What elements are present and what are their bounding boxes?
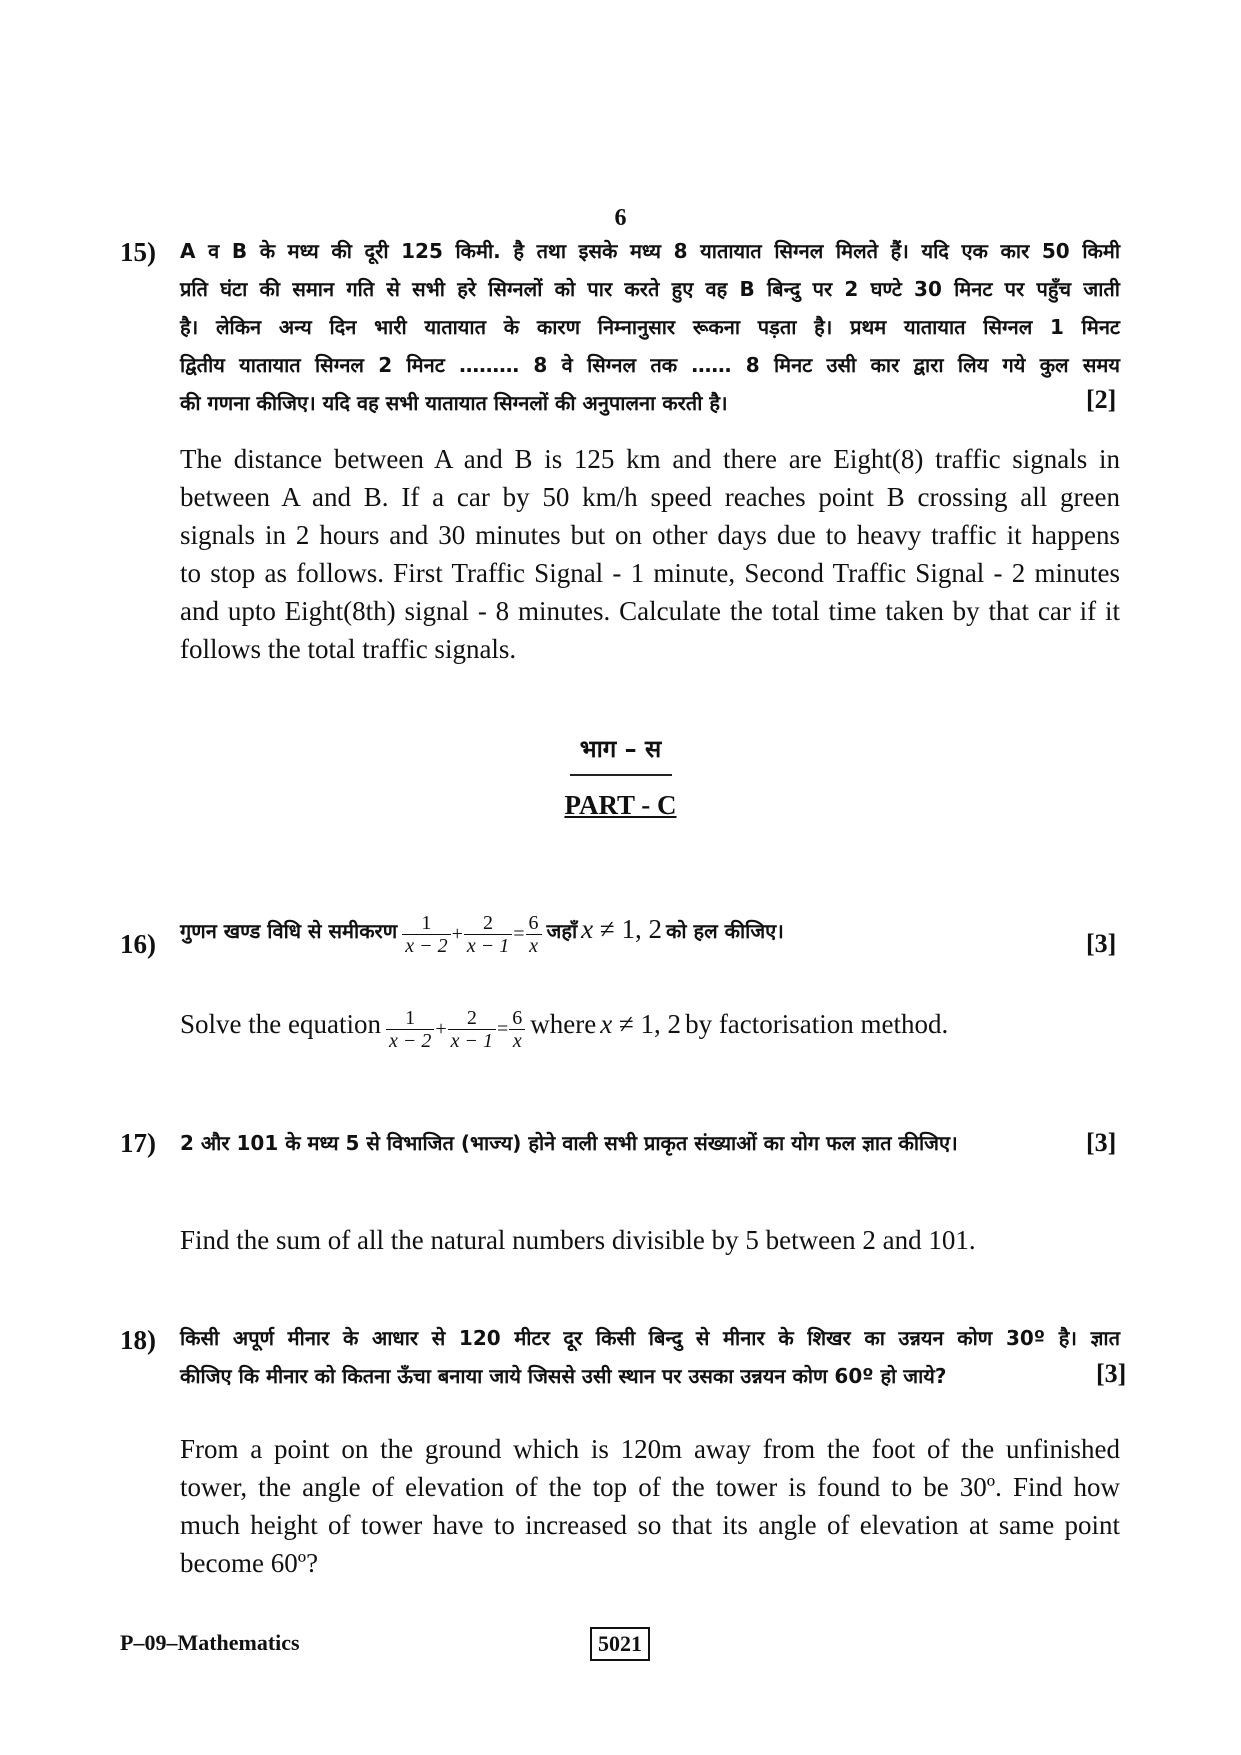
- footer-subject-code: P–09–Mathematics: [120, 1630, 300, 1655]
- fraction-3-en-numerator: 6: [512, 1006, 523, 1029]
- equals-sign: =: [513, 922, 525, 945]
- fraction-2-numerator: 2: [483, 911, 494, 934]
- condition-variable: x: [581, 914, 594, 944]
- q16-english-suffix: where: [530, 1009, 597, 1039]
- question-18-number: 18): [120, 1325, 156, 1355]
- fraction-1-denominator: x − 2: [402, 934, 450, 957]
- q15-hindi-line-2: प्रति घंटा की समान गति से सभी हरे सिग्नलों को पार करते हुए वह B बिन्दु पर 2 घण्टे 30 मिनट पर पहुँच जाती: [180, 277, 1120, 301]
- q16-hindi-prefix: गुणन खण्ड विधि से समीकरण: [180, 919, 398, 943]
- part-heading-english: PART - C: [564, 790, 677, 820]
- q15-hindi-line-1: A व B के मध्य की दूरी 125 किमी. है तथा इसके मध्य 8 यातायात सिग्नल मिलते हैं। यदि एक कार 50 किमी: [180, 239, 1120, 263]
- footer-paper-code: 5021: [590, 1627, 650, 1661]
- q18-hindi-line-2: कीजिए कि मीनार को कितना ऊँचा बनाया जाये जिससे उसी स्थान पर उसका उन्नयन कोण 60º हो जाये?: [180, 1364, 947, 1388]
- q16-english-prefix: Solve the equation: [180, 1009, 381, 1039]
- question-16-english: [180, 1005, 948, 1052]
- question-17-number: 17): [120, 1128, 156, 1158]
- fraction-2-denominator: x − 1: [464, 934, 512, 957]
- question-15-english: [180, 440, 1120, 668]
- plus-sign-en: +: [435, 1017, 447, 1040]
- question-18-hindi: [180, 1319, 1120, 1395]
- q16-english-condition: [600, 1009, 681, 1039]
- fraction-3-denominator: x: [526, 934, 542, 957]
- question-17-marks: [3]: [1086, 1128, 1117, 1157]
- question-15-hindi: [180, 232, 1120, 422]
- q16-hindi-suffix: जहाँ: [546, 919, 578, 943]
- q15-english-line-6: follows the total traffic signals.: [180, 634, 517, 664]
- q15-english-line-5: and upto Eight(8th) signal - 8 minutes. Calculate the total time taken by that car if it: [180, 596, 1120, 626]
- plus-sign: +: [451, 922, 463, 945]
- q18-english-line-4: become 60º?: [180, 1548, 319, 1578]
- q18-english-line-2: tower, the angle of elevation of the top of the tower is found to be 30º. Find how: [180, 1472, 1120, 1502]
- condition-values-en: ≠ 1, 2: [612, 1009, 682, 1039]
- q18-english-line-3: much height of tower have to increased so that its angle of elevation at same point: [180, 1510, 1120, 1540]
- question-16-marks: [3]: [1086, 929, 1117, 958]
- fraction-3-en-denominator: x: [509, 1029, 525, 1052]
- q15-english-line-1: The distance between A and B is 125 km and there are Eight(8) traffic signals in: [180, 444, 1120, 474]
- q16-english-end: by factorisation method.: [685, 1009, 949, 1039]
- q15-english-line-4: to stop as follows. First Traffic Signal - 1 minute, Second Traffic Signal - 2 minutes: [180, 558, 1120, 588]
- q15-hindi-line-5: की गणना कीजिए। यदि वह सभी यातायात सिग्नलों की अनुपालना करती है।: [180, 391, 728, 415]
- fraction-3: [526, 912, 542, 957]
- fraction-1: [402, 912, 450, 957]
- part-heading-hindi: भाग – स: [579, 735, 662, 763]
- fraction-1-numerator: 1: [421, 911, 432, 934]
- part-heading-rule: [570, 774, 672, 776]
- question-15-marks: [2]: [1086, 385, 1117, 414]
- condition-variable-en: x: [600, 1009, 613, 1039]
- equals-sign-en: =: [497, 1017, 509, 1040]
- question-15-number: 15): [120, 237, 156, 267]
- fraction-3-en: [509, 1007, 525, 1052]
- q15-english-line-3: signals in 2 hours and 30 minutes but on other days due to heavy traffic it happens: [180, 520, 1120, 550]
- fraction-1-en-denominator: x − 2: [386, 1029, 434, 1052]
- question-18-marks: [3]: [1096, 1359, 1127, 1388]
- q18-english-line-1: From a point on the ground which is 120m away from the foot of the unfinished: [180, 1434, 1120, 1464]
- q16-hindi-end: को हल कीजिए।: [665, 919, 784, 943]
- question-17-hindi: 2 और 101 के मध्य 5 से विभाजित (भाज्य) होने वाली सभी प्राकृत संख्याओं का योग फल ज्ञात कीजिए।: [180, 1131, 958, 1155]
- q16-hindi-condition: [581, 914, 662, 944]
- fraction-3-numerator: 6: [528, 911, 539, 934]
- fraction-1-en-numerator: 1: [405, 1006, 416, 1029]
- fraction-2-en-numerator: 2: [466, 1006, 477, 1029]
- page-number: 6: [614, 205, 627, 231]
- fraction-2: [464, 912, 512, 957]
- condition-values: ≠ 1, 2: [593, 914, 662, 944]
- fraction-2-en-denominator: x − 1: [448, 1029, 496, 1052]
- question-17-english: Find the sum of all the natural numbers divisible by 5 between 2 and 101.: [180, 1225, 976, 1255]
- q15-hindi-line-3: है। लेकिन अन्य दिन भारी यातायात के कारण निम्नानुसार रूकना पड़ता है। प्रथम यातायात सिग्नल 1 मिनट: [180, 315, 1120, 339]
- q15-hindi-line-4: द्वितीय यातायात सिग्नल 2 मिनट ……… 8 वे सिग्नल तक …… 8 मिनट उसी कार द्वारा लिय गये कुल समय: [180, 353, 1120, 377]
- fraction-1-en: [386, 1007, 434, 1052]
- question-18-english: [180, 1430, 1120, 1582]
- q15-english-line-2: between A and B. If a car by 50 km/h speed reaches point B crossing all green: [180, 482, 1120, 512]
- fraction-2-en: [448, 1007, 496, 1052]
- q18-hindi-line-1: किसी अपूर्ण मीनार के आधार से 120 मीटर दूर किसी बिन्दु से मीनार के शिखर का उन्नयन कोण 30º है। ज्ञात: [180, 1326, 1120, 1350]
- question-16-hindi: [180, 910, 784, 957]
- question-16-number: 16): [120, 929, 156, 959]
